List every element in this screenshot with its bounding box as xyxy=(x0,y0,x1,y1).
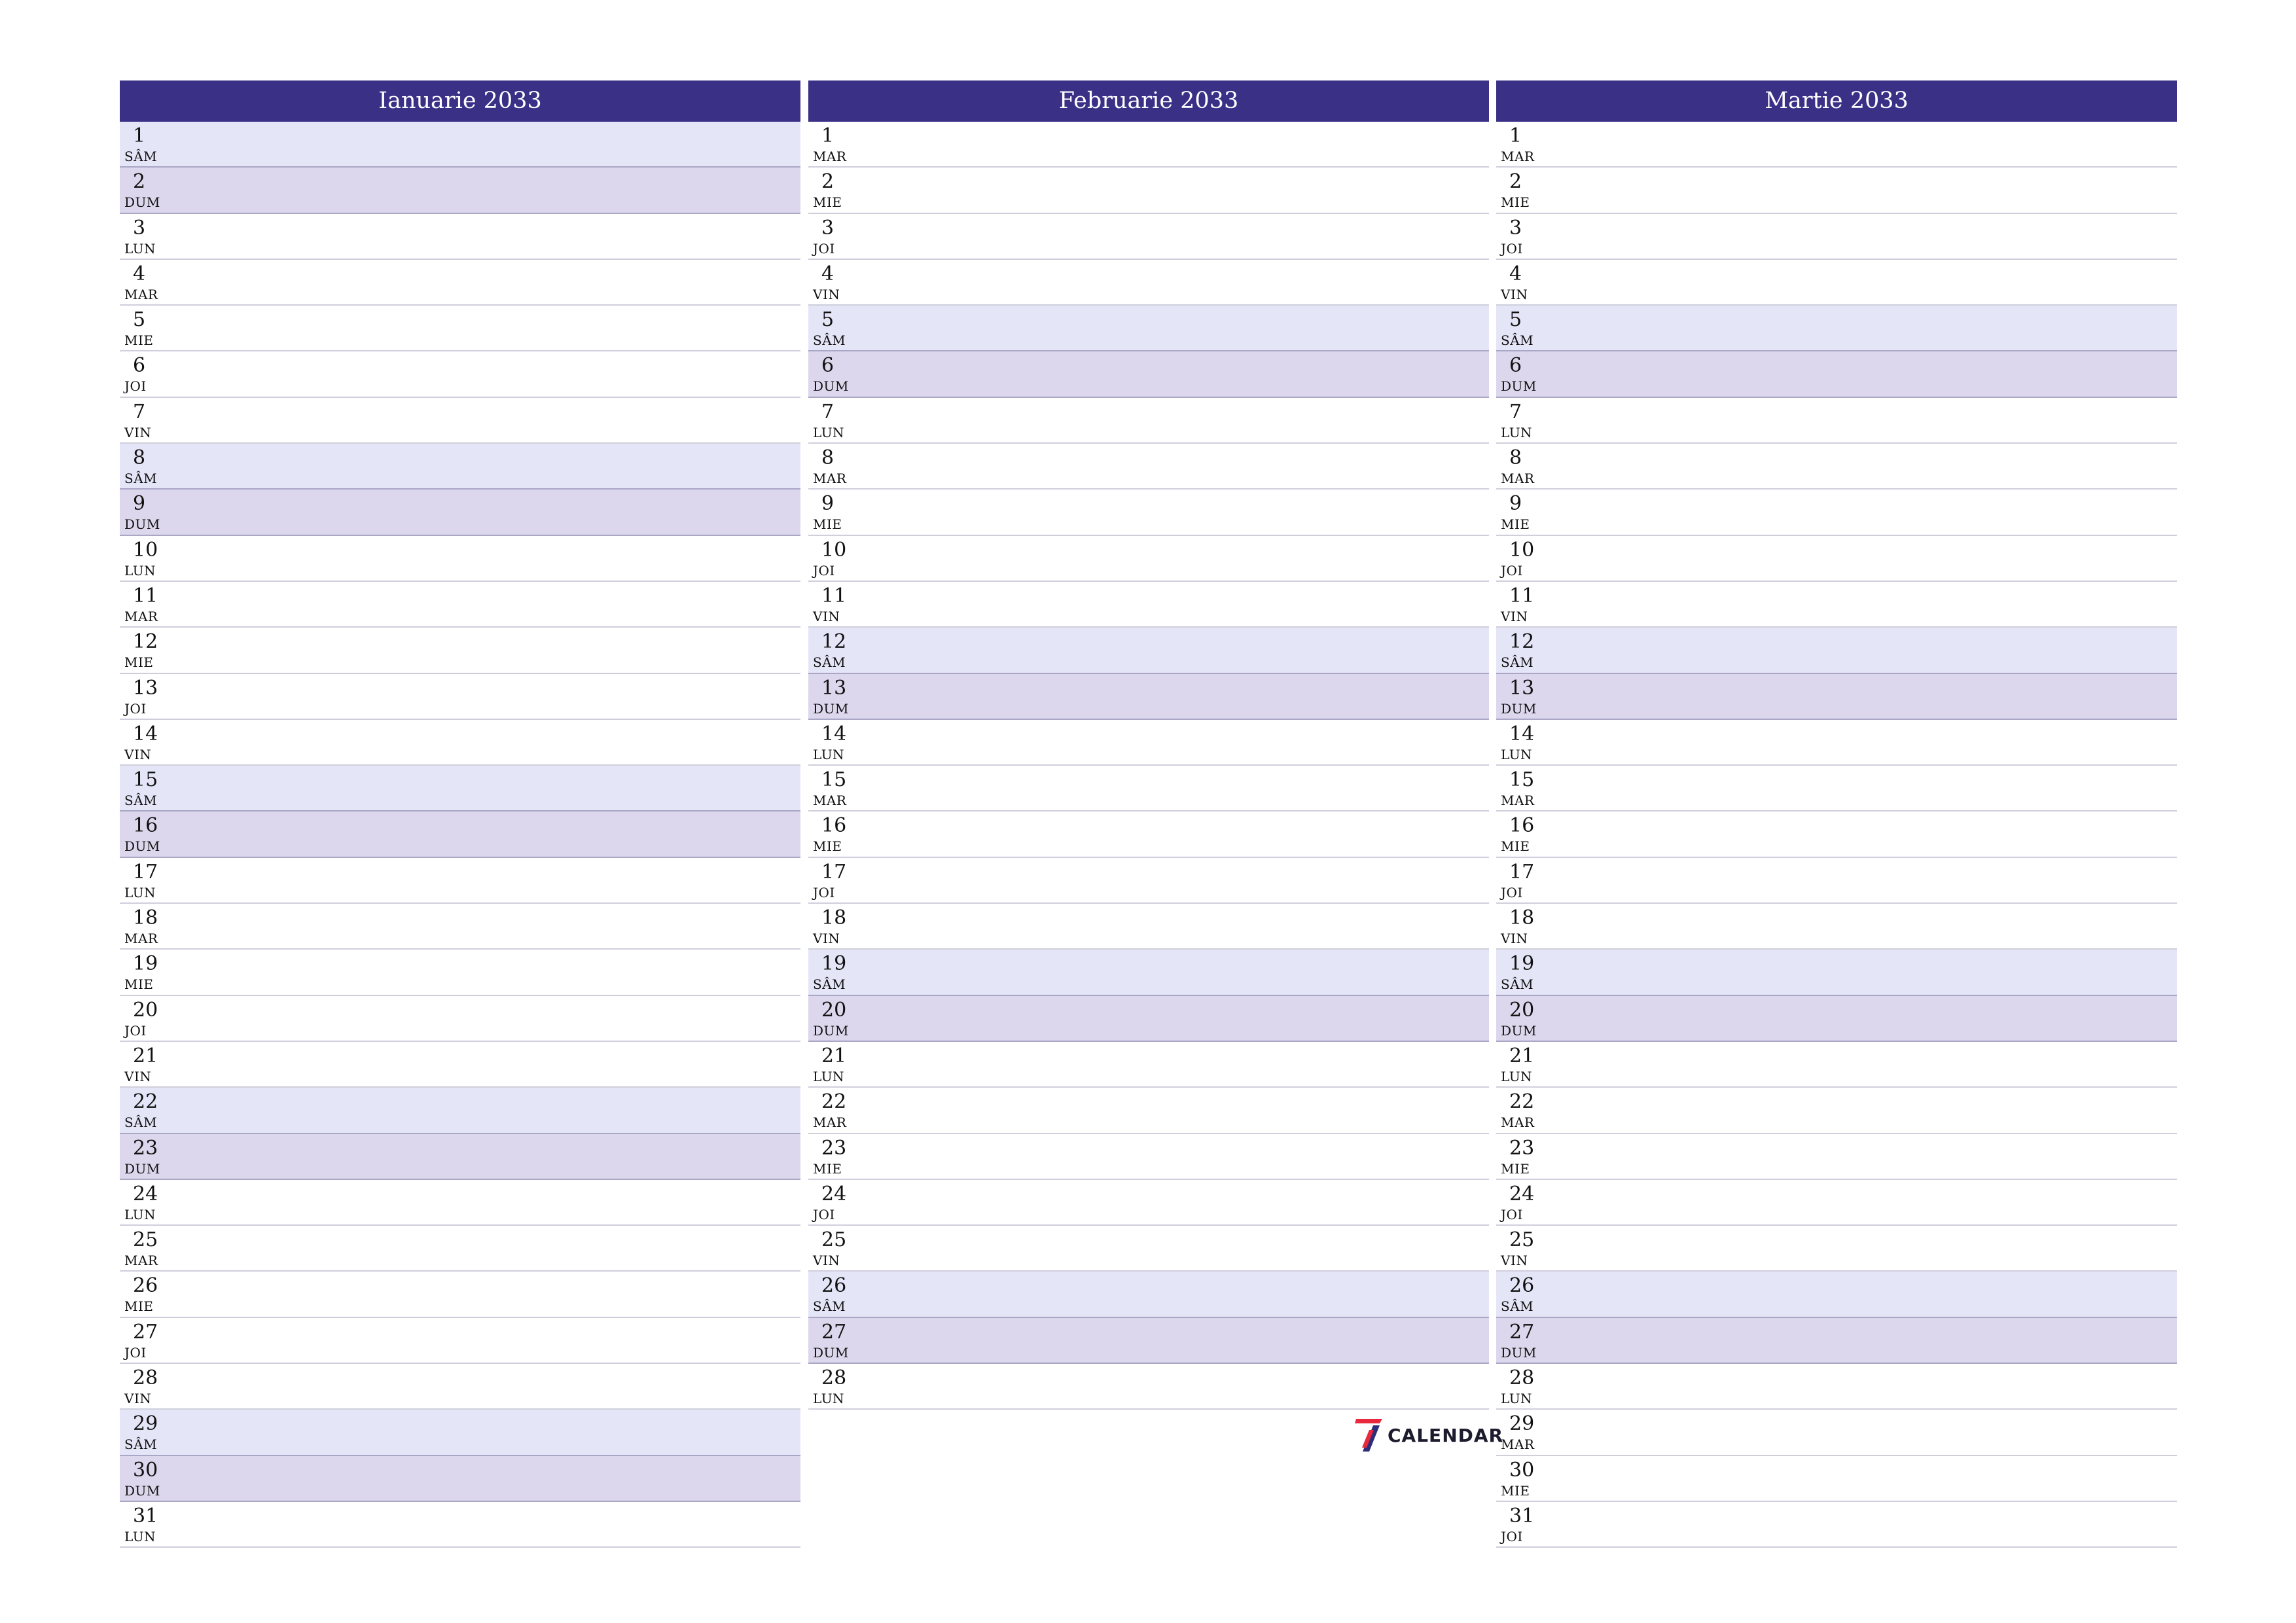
day-number: 2 xyxy=(821,170,834,194)
day-name: MIE xyxy=(1501,838,1530,855)
day-row xyxy=(1496,260,2177,306)
day-number: 29 xyxy=(133,1412,158,1436)
day-row xyxy=(808,1318,1489,1364)
day-row xyxy=(1496,674,2177,720)
day-name: DUM xyxy=(1501,1022,1537,1039)
day-name: SÂM xyxy=(124,793,158,809)
month-header: Ianuarie 2033 xyxy=(120,80,800,122)
day-name: MAR xyxy=(124,1253,158,1269)
day-name: LUN xyxy=(1501,424,1533,440)
day-name: VIN xyxy=(1501,286,1528,302)
day-name: VIN xyxy=(124,1391,152,1407)
day-name: MAR xyxy=(1501,149,1535,164)
day-name: LUN xyxy=(1501,746,1533,762)
day-name: LUN xyxy=(1501,1391,1533,1407)
day-number: 13 xyxy=(821,676,847,700)
day-number: 6 xyxy=(821,354,834,378)
day-row xyxy=(1496,1042,2177,1088)
day-name: VIN xyxy=(813,931,840,947)
day-name: MIE xyxy=(1501,194,1530,211)
day-number: 5 xyxy=(133,308,146,332)
day-name: MIE xyxy=(813,516,842,533)
day-number: 7 xyxy=(133,400,146,423)
day-name: SÂM xyxy=(813,976,846,993)
day-name: SÂM xyxy=(124,1436,158,1453)
day-name: JOI xyxy=(813,562,835,579)
day-name: MAR xyxy=(1501,1115,1535,1131)
day-name: MAR xyxy=(124,608,158,624)
day-name: LUN xyxy=(124,1528,156,1544)
logo-text: CALENDAR xyxy=(1388,1424,1504,1446)
day-row xyxy=(808,950,1489,995)
day-name: VIN xyxy=(124,1068,152,1084)
day-row xyxy=(120,122,800,168)
day-number: 11 xyxy=(821,584,847,607)
day-row xyxy=(120,858,800,904)
day-name: SÂM xyxy=(1501,332,1534,349)
day-row xyxy=(1496,490,2177,535)
day-row xyxy=(1496,582,2177,628)
day-name: JOI xyxy=(1501,1528,1523,1544)
day-name: MIE xyxy=(813,1160,842,1177)
day-name: VIN xyxy=(1501,931,1528,947)
day-row xyxy=(808,260,1489,306)
day-number: 28 xyxy=(1509,1366,1535,1390)
day-row xyxy=(120,1364,800,1410)
day-number: 12 xyxy=(1509,630,1535,654)
day-number: 1 xyxy=(1509,124,1522,147)
day-row xyxy=(120,628,800,673)
day-name: DUM xyxy=(813,378,849,395)
day-number: 2 xyxy=(1509,170,1522,194)
day-row xyxy=(120,1226,800,1272)
day-row xyxy=(1496,720,2177,766)
day-number: 27 xyxy=(1509,1320,1535,1344)
day-row xyxy=(1496,950,2177,995)
day-row xyxy=(120,582,800,628)
day-number: 30 xyxy=(1509,1458,1535,1482)
day-row xyxy=(1496,351,2177,397)
day-row xyxy=(808,398,1489,444)
day-name: JOI xyxy=(1501,884,1523,901)
day-name: SÂM xyxy=(1501,1298,1534,1315)
month-column xyxy=(120,80,800,1548)
day-name: DUM xyxy=(813,700,849,717)
day-number: 15 xyxy=(1509,768,1535,792)
day-number: 29 xyxy=(1509,1412,1535,1436)
day-number: 25 xyxy=(133,1228,158,1252)
day-name: MAR xyxy=(813,793,847,809)
month-column xyxy=(808,80,1489,1410)
month-header: Martie 2033 xyxy=(1496,80,2177,122)
day-row xyxy=(808,1226,1489,1272)
day-name: LUN xyxy=(813,1068,845,1084)
day-name: MIE xyxy=(124,976,154,993)
day-number: 27 xyxy=(821,1320,847,1344)
day-name: MAR xyxy=(1501,1436,1535,1453)
day-row xyxy=(1496,306,2177,351)
day-name: DUM xyxy=(124,1160,160,1177)
day-row xyxy=(120,1272,800,1317)
day-row xyxy=(120,674,800,720)
day-row xyxy=(120,168,800,213)
day-number: 4 xyxy=(1509,262,1522,285)
day-row xyxy=(1496,168,2177,213)
day-row xyxy=(120,490,800,535)
day-row xyxy=(120,1456,800,1502)
day-number: 16 xyxy=(821,814,847,838)
day-number: 27 xyxy=(133,1320,158,1344)
day-name: MIE xyxy=(124,332,154,349)
day-name: LUN xyxy=(124,884,156,901)
day-name: SÂM xyxy=(124,149,158,164)
day-name: JOI xyxy=(124,700,147,717)
day-number: 25 xyxy=(1509,1228,1535,1252)
day-name: VIN xyxy=(1501,608,1528,624)
day-row xyxy=(1496,1456,2177,1502)
day-number: 8 xyxy=(133,446,146,470)
day-row xyxy=(808,1272,1489,1317)
month-column xyxy=(1496,80,2177,1548)
day-number: 9 xyxy=(821,492,834,516)
day-number: 13 xyxy=(133,676,158,700)
day-number: 28 xyxy=(821,1366,847,1390)
day-number: 14 xyxy=(1509,722,1535,745)
day-row xyxy=(120,1318,800,1364)
day-number: 26 xyxy=(821,1274,847,1298)
day-row xyxy=(808,1364,1489,1410)
day-row xyxy=(1496,444,2177,490)
day-row xyxy=(808,858,1489,904)
day-row xyxy=(120,351,800,397)
day-row xyxy=(120,444,800,490)
day-number: 1 xyxy=(821,124,834,147)
day-row xyxy=(120,398,800,444)
day-name: SÂM xyxy=(124,471,158,487)
day-row xyxy=(808,1088,1489,1133)
day-name: DUM xyxy=(813,1022,849,1039)
day-number: 14 xyxy=(133,722,158,745)
day-number: 5 xyxy=(1509,308,1522,332)
day-row xyxy=(1496,1088,2177,1133)
day-number: 3 xyxy=(821,216,834,240)
day-name: JOI xyxy=(124,1022,147,1039)
day-row xyxy=(120,1134,800,1180)
day-name: JOI xyxy=(813,240,835,257)
day-row xyxy=(1496,1134,2177,1180)
day-number: 23 xyxy=(1509,1136,1535,1160)
day-name: MIE xyxy=(1501,1482,1530,1499)
day-row xyxy=(1496,536,2177,582)
day-number: 24 xyxy=(1509,1182,1535,1205)
day-number: 12 xyxy=(133,630,158,654)
day-number: 10 xyxy=(133,538,158,562)
day-number: 2 xyxy=(133,170,146,194)
day-number: 4 xyxy=(821,262,834,285)
day-row xyxy=(1496,398,2177,444)
day-number: 22 xyxy=(133,1090,158,1114)
day-row xyxy=(808,306,1489,351)
logo xyxy=(1354,1416,1503,1455)
day-name: DUM xyxy=(124,1482,160,1499)
day-name: MAR xyxy=(813,471,847,487)
day-number: 28 xyxy=(133,1366,158,1390)
day-name: JOI xyxy=(813,884,835,901)
day-name: LUN xyxy=(813,1391,845,1407)
day-name: MIE xyxy=(1501,516,1530,533)
day-row xyxy=(808,214,1489,260)
day-name: MAR xyxy=(1501,471,1535,487)
day-row xyxy=(808,766,1489,812)
day-name: VIN xyxy=(124,746,152,762)
day-name: VIN xyxy=(1501,1253,1528,1269)
day-row xyxy=(120,306,800,351)
day-name: VIN xyxy=(813,1253,840,1269)
day-row xyxy=(1496,214,2177,260)
day-number: 9 xyxy=(133,492,146,516)
day-name: SÂM xyxy=(813,332,846,349)
day-name: MIE xyxy=(813,838,842,855)
day-row xyxy=(1496,628,2177,673)
day-row xyxy=(808,1134,1489,1180)
day-row xyxy=(1496,1364,2177,1410)
day-name: LUN xyxy=(813,746,845,762)
day-number: 18 xyxy=(821,906,847,930)
day-row xyxy=(808,904,1489,950)
day-row xyxy=(808,490,1489,535)
day-row xyxy=(808,812,1489,857)
day-row xyxy=(120,812,800,857)
day-number: 20 xyxy=(821,998,847,1022)
day-number: 23 xyxy=(821,1136,847,1160)
day-number: 3 xyxy=(133,216,146,240)
day-number: 21 xyxy=(821,1044,847,1067)
month-header: Februarie 2033 xyxy=(808,80,1489,122)
day-name: DUM xyxy=(1501,1344,1537,1361)
day-number: 17 xyxy=(821,860,847,883)
day-number: 12 xyxy=(821,630,847,654)
day-number: 22 xyxy=(1509,1090,1535,1114)
day-number: 11 xyxy=(133,584,158,607)
day-row xyxy=(1496,1410,2177,1455)
day-number: 24 xyxy=(821,1182,847,1205)
day-name: DUM xyxy=(124,516,160,533)
day-name: LUN xyxy=(124,1206,156,1222)
day-row xyxy=(1496,812,2177,857)
day-row xyxy=(1496,1272,2177,1317)
day-name: VIN xyxy=(813,286,840,302)
day-number: 10 xyxy=(1509,538,1535,562)
day-number: 20 xyxy=(133,998,158,1022)
day-number: 24 xyxy=(133,1182,158,1205)
day-name: MIE xyxy=(1501,1160,1530,1177)
day-number: 18 xyxy=(133,906,158,930)
day-row xyxy=(1496,904,2177,950)
day-number: 19 xyxy=(821,952,847,976)
day-name: VIN xyxy=(813,608,840,624)
day-name: LUN xyxy=(124,562,156,579)
day-row xyxy=(1496,122,2177,168)
day-name: SÂM xyxy=(813,1298,846,1315)
day-row xyxy=(808,628,1489,673)
day-row xyxy=(120,536,800,582)
day-name: JOI xyxy=(124,378,147,395)
day-row xyxy=(808,122,1489,168)
day-name: SÂM xyxy=(1501,976,1534,993)
day-name: MAR xyxy=(124,286,158,302)
day-number: 21 xyxy=(1509,1044,1535,1067)
day-row xyxy=(808,582,1489,628)
day-row xyxy=(120,1180,800,1226)
day-row xyxy=(120,1088,800,1133)
day-number: 6 xyxy=(1509,354,1522,378)
day-name: JOI xyxy=(1501,240,1523,257)
day-row xyxy=(1496,1318,2177,1364)
day-row xyxy=(120,996,800,1042)
day-name: JOI xyxy=(813,1206,835,1222)
day-name: MAR xyxy=(1501,793,1535,809)
day-name: MAR xyxy=(813,149,847,164)
day-number: 26 xyxy=(1509,1274,1535,1298)
seven-logo-icon xyxy=(1354,1417,1384,1454)
day-row xyxy=(1496,1180,2177,1226)
day-number: 13 xyxy=(1509,676,1535,700)
day-row xyxy=(808,720,1489,766)
day-number: 16 xyxy=(1509,814,1535,838)
day-name: LUN xyxy=(1501,1068,1533,1084)
day-row xyxy=(120,1410,800,1455)
day-name: MIE xyxy=(813,194,842,211)
day-number: 22 xyxy=(821,1090,847,1114)
day-name: DUM xyxy=(1501,700,1537,717)
day-number: 19 xyxy=(133,952,158,976)
day-name: DUM xyxy=(124,838,160,855)
day-row xyxy=(808,444,1489,490)
day-row xyxy=(808,674,1489,720)
day-row xyxy=(120,904,800,950)
day-row xyxy=(120,260,800,306)
day-number: 20 xyxy=(1509,998,1535,1022)
day-name: DUM xyxy=(124,194,160,211)
day-number: 18 xyxy=(1509,906,1535,930)
day-number: 11 xyxy=(1509,584,1535,607)
day-name: LUN xyxy=(813,424,845,440)
day-number: 7 xyxy=(1509,400,1522,423)
day-row xyxy=(120,214,800,260)
day-number: 7 xyxy=(821,400,834,423)
day-row xyxy=(808,996,1489,1042)
day-name: DUM xyxy=(1501,378,1537,395)
day-number: 8 xyxy=(1509,446,1522,470)
day-number: 8 xyxy=(821,446,834,470)
day-number: 23 xyxy=(133,1136,158,1160)
day-row xyxy=(808,1180,1489,1226)
day-row xyxy=(120,1502,800,1548)
day-number: 21 xyxy=(133,1044,158,1067)
day-number: 4 xyxy=(133,262,146,285)
day-name: SÂM xyxy=(813,654,846,671)
day-number: 15 xyxy=(821,768,847,792)
day-number: 30 xyxy=(133,1458,158,1482)
day-number: 1 xyxy=(133,124,146,147)
day-number: 19 xyxy=(1509,952,1535,976)
day-name: SÂM xyxy=(1501,654,1534,671)
day-row xyxy=(1496,858,2177,904)
day-row xyxy=(808,351,1489,397)
day-number: 16 xyxy=(133,814,158,838)
day-name: MAR xyxy=(813,1115,847,1131)
day-row xyxy=(808,168,1489,213)
day-number: 25 xyxy=(821,1228,847,1252)
day-name: JOI xyxy=(1501,1206,1523,1222)
day-number: 31 xyxy=(133,1504,158,1527)
day-number: 3 xyxy=(1509,216,1522,240)
day-number: 10 xyxy=(821,538,847,562)
day-row xyxy=(1496,996,2177,1042)
day-name: VIN xyxy=(124,424,152,440)
day-number: 9 xyxy=(1509,492,1522,516)
day-number: 15 xyxy=(133,768,158,792)
day-name: MIE xyxy=(124,654,154,671)
day-number: 14 xyxy=(821,722,847,745)
day-row xyxy=(1496,1502,2177,1548)
day-number: 31 xyxy=(1509,1504,1535,1527)
day-number: 5 xyxy=(821,308,834,332)
day-number: 6 xyxy=(133,354,146,378)
day-row xyxy=(1496,766,2177,812)
day-name: LUN xyxy=(124,240,156,257)
day-name: DUM xyxy=(813,1344,849,1361)
day-number: 26 xyxy=(133,1274,158,1298)
day-row xyxy=(120,720,800,766)
day-name: JOI xyxy=(124,1344,147,1361)
day-number: 17 xyxy=(133,860,158,883)
day-name: MAR xyxy=(124,931,158,947)
day-row xyxy=(120,1042,800,1088)
day-row xyxy=(120,950,800,995)
day-row xyxy=(1496,1226,2177,1272)
day-row xyxy=(808,1042,1489,1088)
day-name: JOI xyxy=(1501,562,1523,579)
day-name: MIE xyxy=(124,1298,154,1315)
day-row xyxy=(120,766,800,812)
day-number: 17 xyxy=(1509,860,1535,883)
day-name: SÂM xyxy=(124,1115,158,1131)
day-row xyxy=(808,536,1489,582)
